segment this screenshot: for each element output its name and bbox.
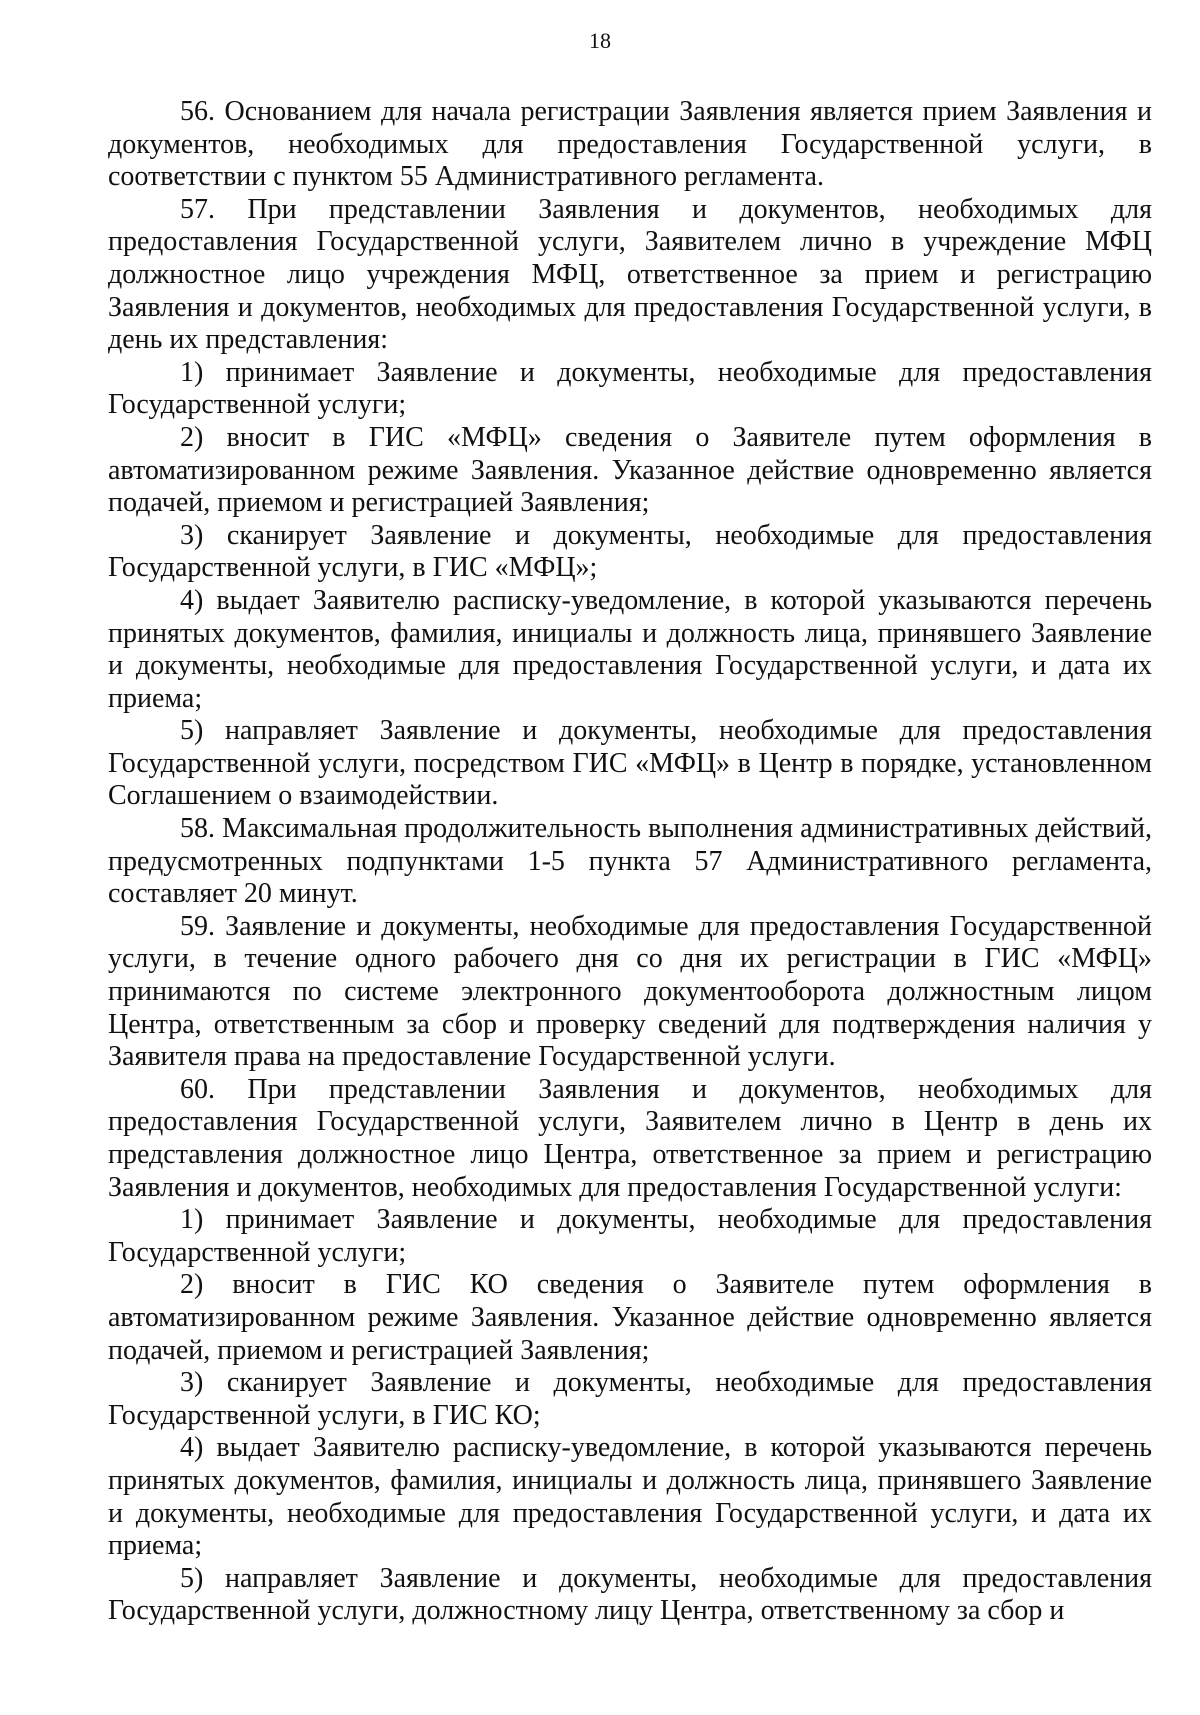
paragraph-60-item-1: 1) принимает Заявление и документы, необходимые для предоставления Государственной услуги; — [108, 1204, 1152, 1268]
paragraph-56: 56. Основанием для начала регистрации Заявления является прием Заявления и документов, необходимых для предоставления Государственной услуги, в соответствии с пунктом 55 Административного регламента. — [108, 96, 1152, 193]
paragraph-57-item-2: 2) вносит в ГИС «МФЦ» сведения о Заявителе путем оформления в автоматизированном режиме Заявления. Указанное действие одновременно является подачей, приемом и регистрацией Заявления; — [108, 421, 1152, 519]
paragraph-60: 60. При представлении Заявления и документов, необходимых для предоставления Государственной услуги, Заявителем лично в Центр в день их представления должностное лицо Центра, ответственное за прием и регистрацию Заявления и документов, необходимых для предоставления Государственной услуги: — [108, 1073, 1152, 1203]
page-number: 18 — [589, 28, 611, 53]
paragraph-60-item-2: 2) вносит в ГИС КО сведения о Заявителе путем оформления в автоматизированном режиме Заявления. Указанное действие одновременно является подачей, приемом и регистрацией Заявления; — [108, 1269, 1152, 1366]
paragraph-58: 58. Максимальная продолжительность выполнения административных действий, предусмотренных подпунктами 1-5 пункта 57 Административного регламента, составляет 20 минут. — [108, 813, 1152, 910]
document-body — [108, 96, 1152, 1628]
paragraph-60-item-5: 5) направляет Заявление и документы, необходимые для предоставления Государственной услуги, должностному лицу Центра, ответственному за сбор и — [108, 1562, 1152, 1627]
paragraph-57: 57. При представлении Заявления и документов, необходимых для предоставления Государственной услуги, Заявителем лично в учреждение МФЦ должностное лицо учреждения МФЦ, ответственное за прием и регистрацию Заявления и документов, необходимых для предоставления Государственной услуги, в день их представления: — [108, 193, 1152, 356]
paragraph-60-item-3: 3) сканирует Заявление и документы, необходимые для предоставления Государственной услуги, в ГИС КО; — [108, 1367, 1152, 1431]
paragraph-57-item-1: 1) принимает Заявление и документы, необходимые для предоставления Государственной услуги; — [108, 356, 1152, 421]
paragraph-60-item-4: 4) выдает Заявителю расписку-уведомление, в которой указываются перечень принятых документов, фамилия, инициалы и должность лица, принявшего Заявление и документы, необходимые для предоставления Государственной услуги, и дата их приема; — [108, 1432, 1152, 1562]
paragraph-57-item-4: 4) выдает Заявителю расписку-уведомление, в которой указываются перечень принятых документов, фамилия, инициалы и должность лица, принявшего Заявление и документы, необходимые для предоставления Государственной услуги, и дата их приема; — [108, 584, 1152, 714]
paragraph-57-item-3: 3) сканирует Заявление и документы, необходимые для предоставления Государственной услуги, в ГИС «МФЦ»; — [108, 519, 1152, 584]
paragraph-57-item-5: 5) направляет Заявление и документы, необходимые для предоставления Государственной услуги, посредством ГИС «МФЦ» в Центр в порядке, установленном Соглашением о взаимодействии. — [108, 715, 1152, 812]
paragraph-59: 59. Заявление и документы, необходимые для предоставления Государственной услуги, в течение одного рабочего дня со дня их регистрации в ГИС «МФЦ» принимаются по системе электронного документооборота должностным лицом Центра, ответственным за сбор и проверку сведений для подтверждения наличия у Заявителя права на предоставление Государственной услуги. — [108, 910, 1152, 1073]
